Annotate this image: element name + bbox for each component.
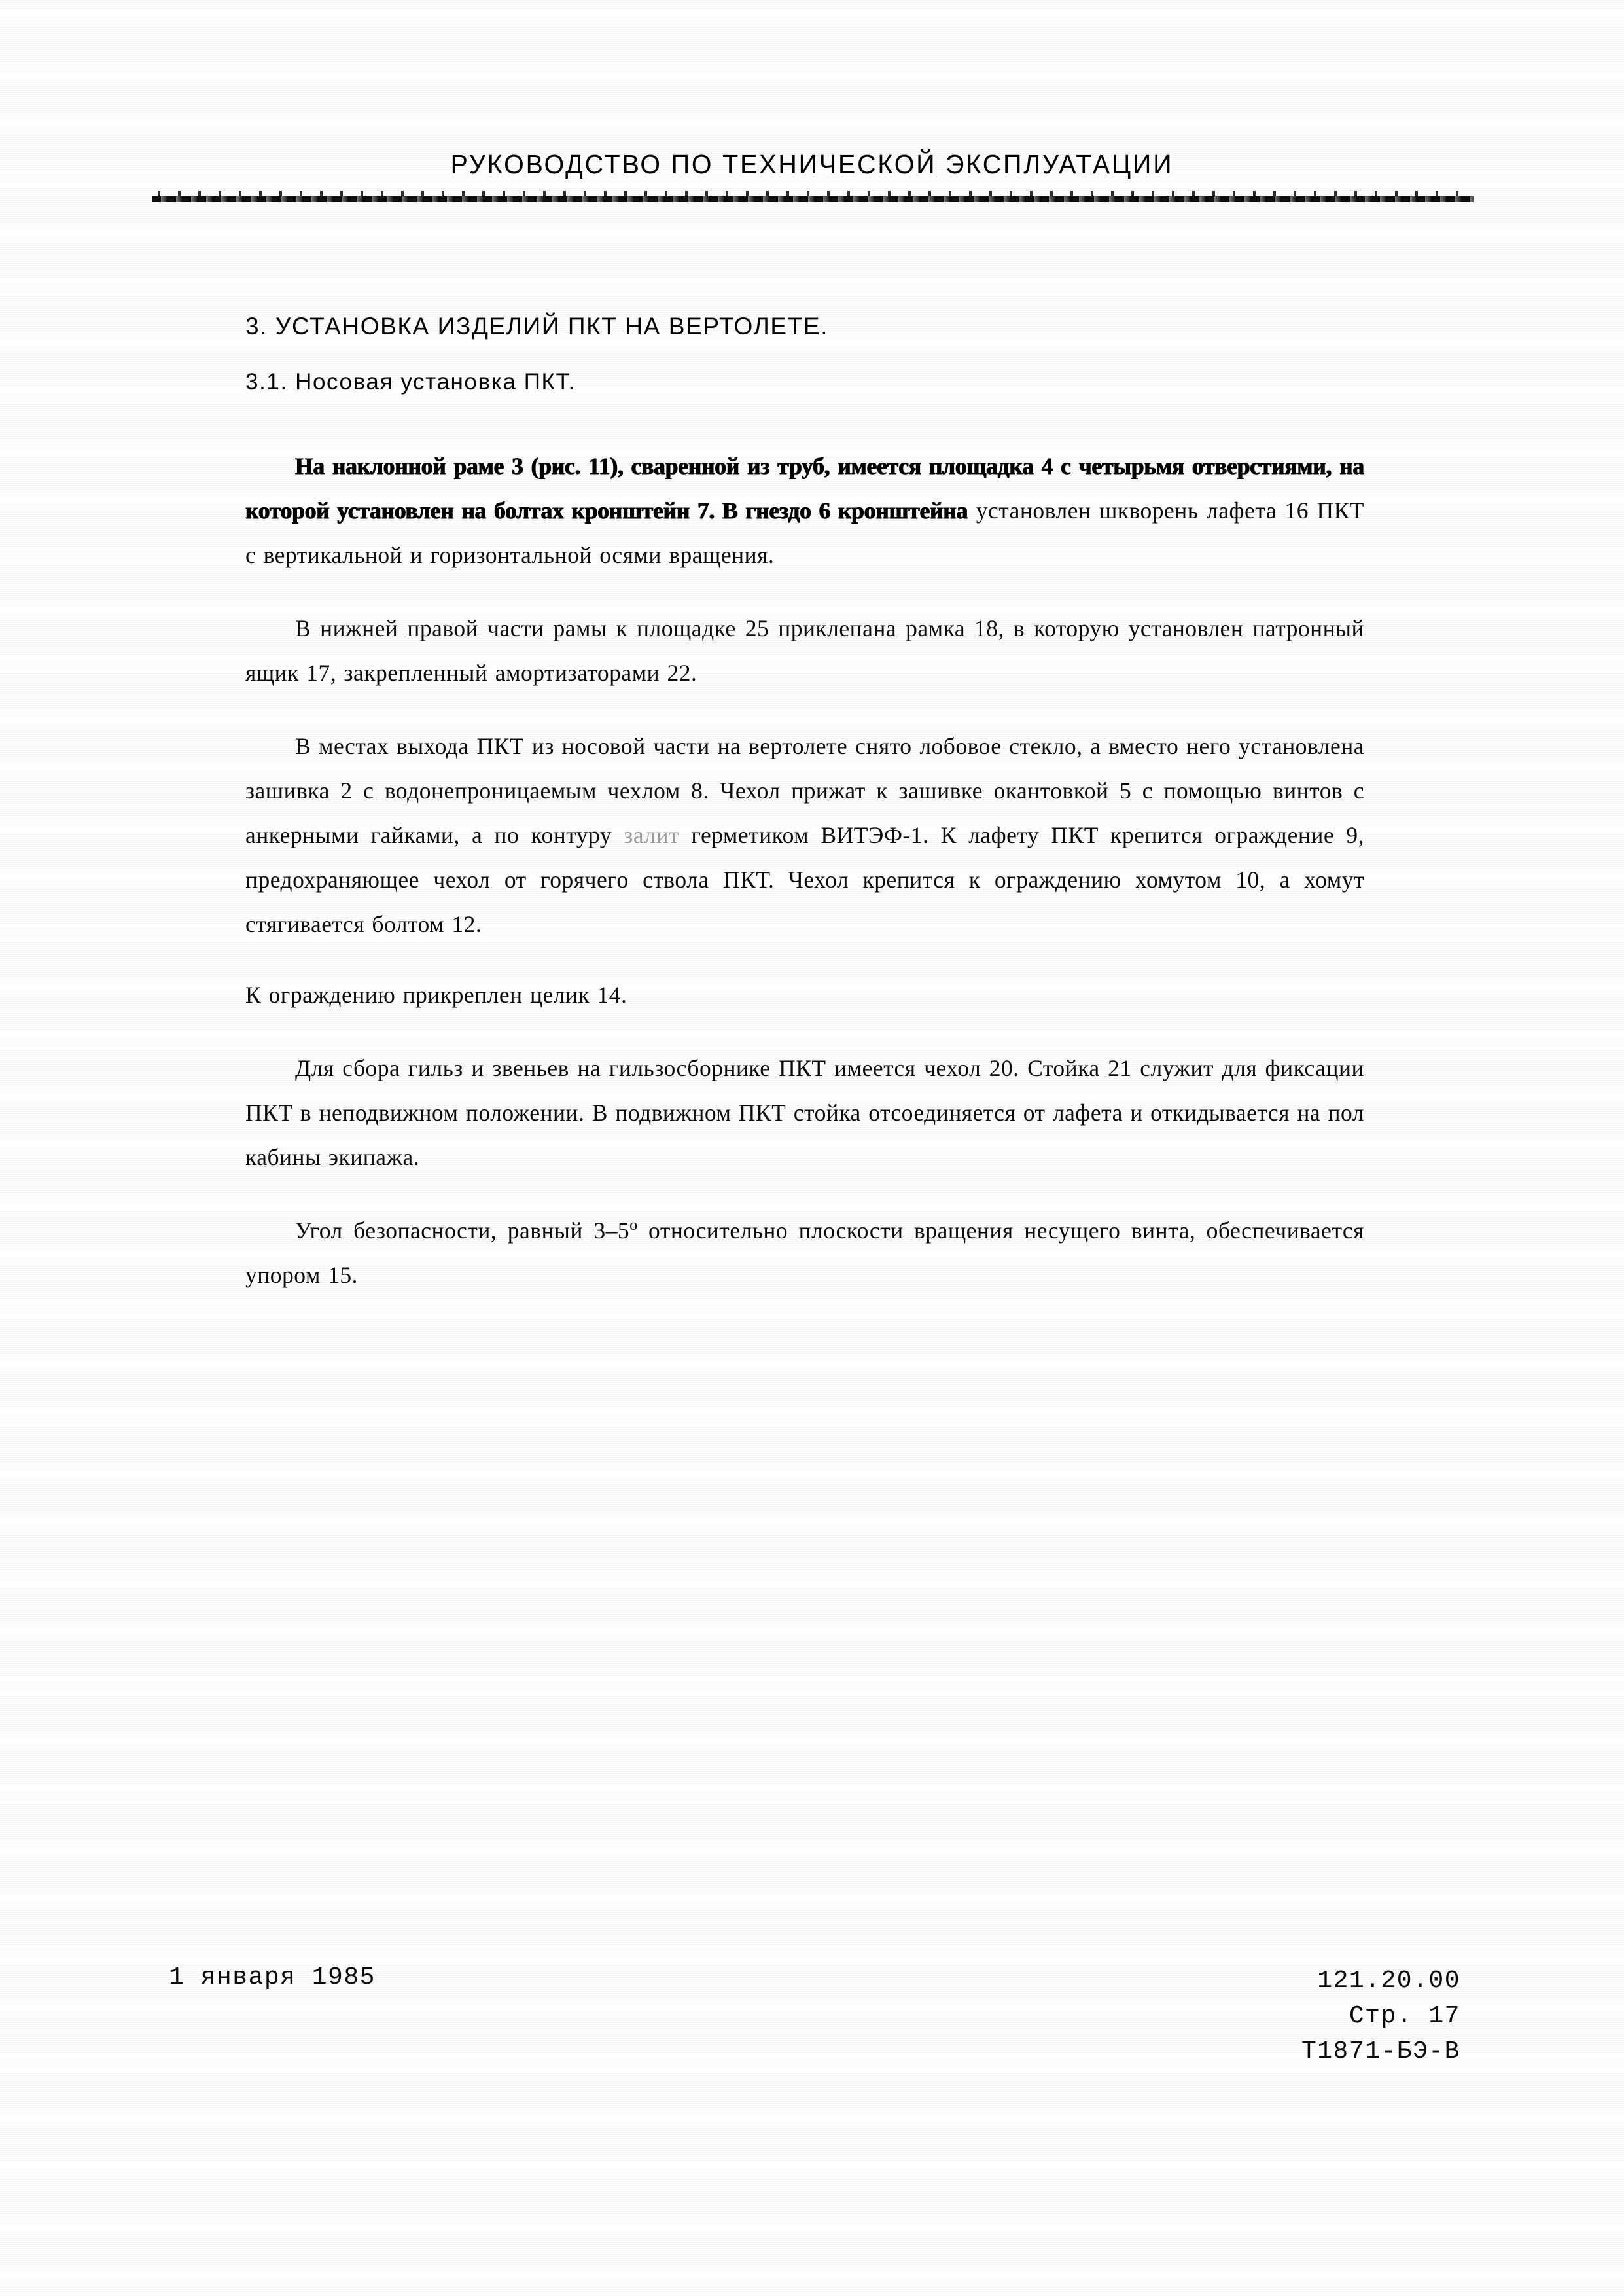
running-header-title: РУКОВОДСТВО ПО ТЕХНИЧЕСКОЙ ЭКСПЛУАТАЦИИ (450, 149, 1174, 179)
paragraph-3 (245, 724, 1364, 946)
paragraph-5 (245, 1208, 1364, 1297)
document-body (245, 313, 1364, 1326)
paragraph-3-text-a: В местах выхода ПКТ из носовой части на вертолете снято лобовое стекло, а вместо него установлена зашивка 2 с водонепроницаемым чехлом 8. Чехол прижат к зашивке окантовкой 5 с помощью винтов с анкерными гайками, а по контуру (245, 733, 1364, 848)
paragraph-3-text-b: герметиком ВИТЭФ-1. К лафету ПКТ крепится ограждение 9, предохраняющее чехол от горячего ствола ПКТ. Чехол крепится к ограждению хомутом 10, а хомут стягивается болтом 12. (245, 822, 1364, 937)
paragraph-1 (245, 444, 1364, 577)
paragraph-2: В нижней правой части рамы к площадке 25 приклепана рамка 18, в которую установлен патронный ящик 17, закрепленный амортизаторами 22. (245, 615, 1364, 686)
footer-identifiers (1301, 1964, 1460, 2070)
header-rule-speckle (152, 191, 1474, 196)
footer-doc-number: 121.20.00 (1317, 1967, 1460, 1995)
footer-date: 1 января 1985 (169, 1964, 376, 1992)
running-header (0, 149, 1624, 180)
header-rule (152, 196, 1474, 202)
page-footer (169, 1964, 1460, 2070)
paragraph-3-faded-word: залит (624, 822, 680, 848)
footer-page-number: Стр. 17 (1349, 2002, 1460, 2030)
subsection-title: 3.1. Носовая установка ПКТ. (245, 369, 576, 395)
paragraph-1-overinked-text: На наклонной раме 3 (рис. 11), сваренной из труб, имеется площадка 4 с четырьмя отверстиями, на которой установлен на болтах кронштейн 7. В гнездо 6 кронштейна (245, 453, 1364, 524)
paragraph-3-continuation: К ограждению прикреплен целик 14. (245, 982, 627, 1008)
footer-doc-code: Т1871-БЭ-В (1301, 2037, 1460, 2066)
paragraph-5-text-b: относительно плоскости вращения несущего винта, обеспечивается упором 15. (245, 1217, 1364, 1288)
section-title: 3. УСТАНОВКА ИЗДЕЛИЙ ПКТ НА ВЕРТОЛЕТЕ. (245, 313, 829, 340)
paragraph-5-text-a: Угол безопасности, равный 3–5 (295, 1217, 630, 1244)
paragraph-1-text: установлен шкворень лафета 16 ПКТ с вертикальной и горизонтальной осями вращения. (245, 497, 1364, 568)
degree-symbol: о (629, 1217, 638, 1234)
paragraph-4: Для сбора гильз и звеньев на гильзосборнике ПКТ имеется чехол 20. Стойка 21 служит для фиксации ПКТ в неподвижном положении. В подвижном ПКТ стойка отсоединяется от лафета и откидывается на пол кабины экипажа. (245, 1055, 1364, 1170)
